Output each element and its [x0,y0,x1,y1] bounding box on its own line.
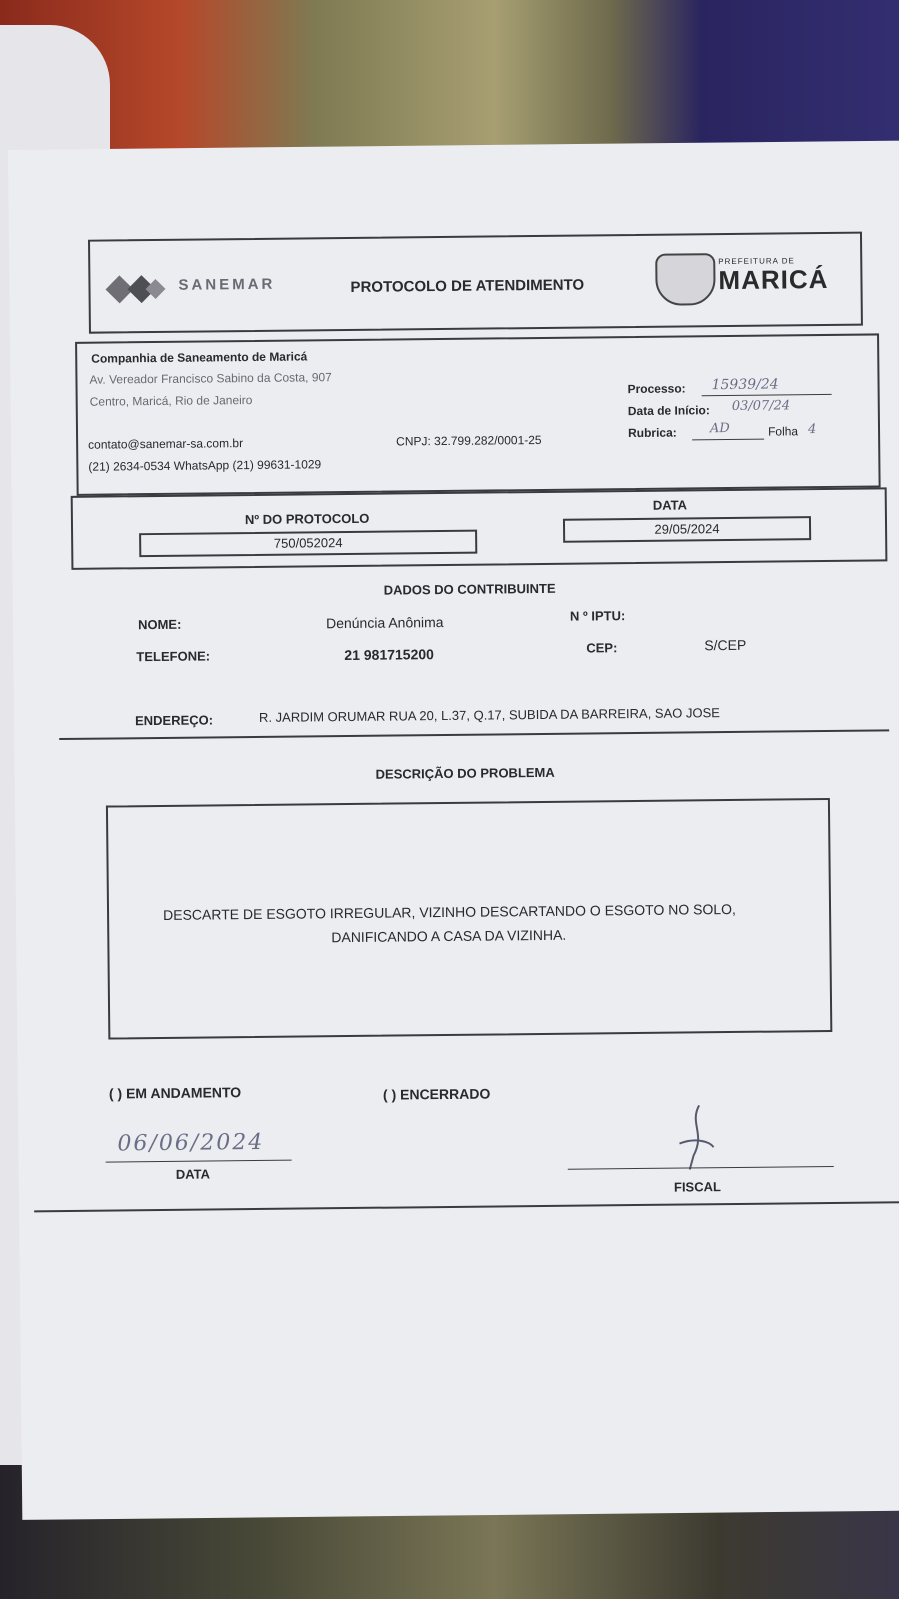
cep-label: CEP: [586,640,618,656]
name-value: Denúncia Anônima [325,614,444,632]
phone-label: TELEFONE: [136,648,211,665]
company-address-line2: Centro, Maricá, Rio de Janeiro [89,392,253,409]
protocol-number-label: Nº DO PROTOCOLO [244,510,370,528]
phone-value: 21 981715200 [344,646,434,664]
address-value: R. JARDIM ORUMAR RUA 20, L.37, Q.17, SUBIDA DA BARREIRA, SAO JOSE [258,705,720,725]
problem-line-1: DESCARTE DE ESGOTO IRREGULAR, VIZINHO DESCARTANDO O ESGOTO NO SOLO, [162,900,736,923]
contributor-divider [59,729,889,740]
processo-label: Processo: [627,381,686,397]
iptu-label: N º IPTU: [569,608,626,624]
marica-coat-of-arms-icon [655,253,716,306]
company-address-line1: Av. Vereador Francisco Sabino da Costa, 907 [89,370,332,387]
name-label: NOME: [137,616,182,633]
protocol-date-label: DATA [652,497,688,513]
fiscal-label: FISCAL [673,1179,721,1195]
company-cnpj: CNPJ: 32.799.282/0001-25 [396,432,542,449]
folha-value: 4 [807,422,817,438]
folha-label: Folha [767,424,799,439]
company-name: Companhia de Saneamento de Maricá [91,349,308,366]
problem-section-title: DESCRIÇÃO DO PROBLEMA [375,764,555,782]
rubrica-label: Rubrica: [627,425,677,441]
document-bottom-border [34,1201,899,1212]
company-email: contato@sanemar-sa.com.br [88,436,244,452]
data-inicio-label: Data de Início: [627,403,710,419]
company-phones: (21) 2634-0534 WhatsApp (21) 99631-1029 [88,457,322,474]
status-closed-checkbox[interactable]: ( ) ENCERRADO [382,1085,491,1103]
problem-line-2: DANIFICANDO A CASA DA VIZINHA. [331,926,567,946]
date-signature-line [106,1160,292,1163]
address-label: ENDEREÇO: [134,712,214,729]
document-title: PROTOCOLO DE ATENDIMENTO [350,276,585,296]
status-in-progress-checkbox[interactable]: ( ) EM ANDAMENTO [108,1084,242,1102]
footer-date-label: DATA [175,1166,211,1182]
processo-value: 15939/24 [711,376,779,394]
contributor-section-title: DADOS DO CONTRIBUINTE [383,580,556,598]
handwritten-date: 06/06/2024 [117,1129,265,1157]
protocol-number-field: 750/052024 [139,530,477,558]
protocol-document [60,231,899,1240]
rubrica-value: AD [709,420,730,437]
protocol-date-field: 29/05/2024 [563,516,811,543]
cep-value: S/CEP [704,636,747,654]
sanemar-logo-icon [105,271,165,308]
marica-label: MARICÁ [718,263,829,296]
data-inicio-value: 03/07/24 [731,398,791,414]
prefeitura-label: PREFEITURA DE [718,256,795,267]
sanemar-logo-text: SANEMAR [178,275,276,294]
fiscal-signature-icon [669,1103,730,1174]
